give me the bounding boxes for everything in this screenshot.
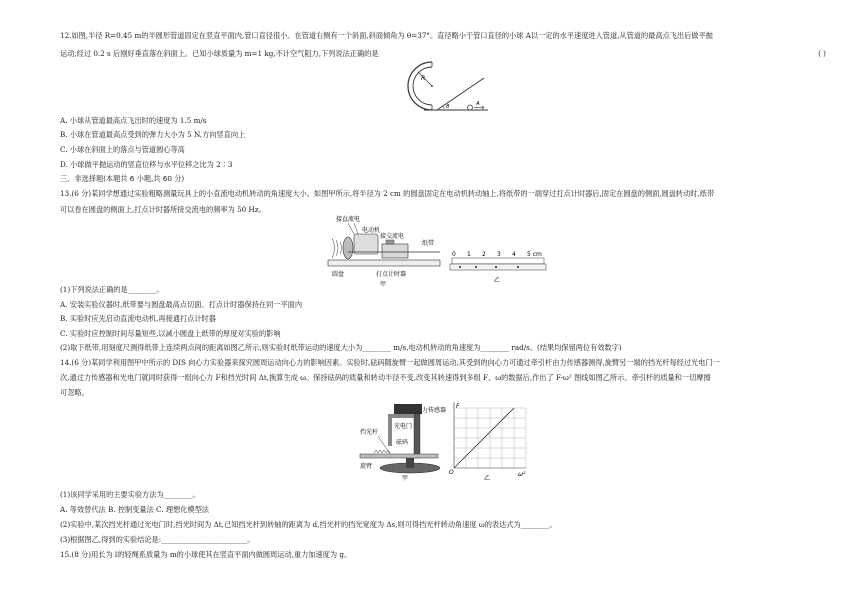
q12-stem-line2: 运动,经过 0.2 s 后刚好垂直落在斜面上。已知小球质量为 m=1 kg,不计空气阻力,下列说法正确的是: [60, 49, 379, 58]
q14-sub2: (2)实验中,某次挡光杆通过光电门时,挡光时间为 Δt,已知挡光杆到转轴的距离为 d,挡光杆的挡光宽度为 Δs,则可得挡光杆转动角速度 ω的表达式为________。: [60, 520, 557, 529]
tape-dot: [495, 266, 497, 268]
caption-jia: 甲: [380, 281, 387, 288]
q12-answer-paren: ( ): [818, 49, 826, 58]
motor-body: [354, 234, 378, 254]
tape-dot: [459, 266, 461, 268]
vertical-post: [414, 414, 420, 458]
q13-figure-jia: [318, 212, 450, 288]
label-weight: 砝码: [396, 439, 409, 446]
label-timer: 打点计时器: [376, 271, 407, 278]
sensor-block: [394, 404, 422, 414]
radius-label: R: [421, 75, 426, 82]
q12-figure: [402, 58, 500, 120]
tick-4: 4: [512, 251, 516, 258]
q13-stem-line2: 可以卷在圆盘的侧面上,打点计时器所接交流电的频率为 50 Hz。: [60, 205, 266, 214]
q14-figure-jia: [354, 398, 454, 482]
disk: [343, 237, 353, 259]
label-tape: 纸带: [422, 240, 435, 247]
axis-f-label: F: [456, 403, 460, 410]
ball-a-label: A: [476, 101, 480, 107]
q14-stem-line1: 14.(6 分)某同学利用图甲中所示的 DIS 向心力实验器来探究圆周运动向心力的影响因素。实验时,砝码随旋臂一起做圆周运动,其受到的向心力可通过牵引杆由力传感器测得,旋臂另一端的挡光杆每经过光电门一: [60, 358, 720, 367]
tick-5cm: 5 cm: [527, 251, 542, 258]
q14-stem-line2: 次,通过力传感器和光电门就同时获得一组向心力 F和挡光时间 Δt,换算生成 ω。保持砝码的质量和转动半径不变,改变其转速得到多组 F、ω的数据后,作出了 F-ω² 图线如图乙所示。牵引杆的质量和一切摩擦: [60, 373, 711, 382]
q13-option-b: B. 实验时应先启动直流电动机,再接通打点计时器: [60, 314, 216, 323]
rotating-arm: [360, 454, 438, 458]
tape-strip: [450, 264, 546, 270]
q13-option-a: A. 安装实验仪器时,纸带要与圆盘最高点切面、打点计时器保持在同一平面内: [60, 300, 303, 309]
tape-dot: [517, 266, 519, 268]
q12-option-d: D. 小球做平抛运动的竖直位移与水平位移之比为 2∶3: [60, 160, 233, 169]
q13-stem-line1: 13.(6 分)某同学想通过实验粗略测量玩具上的小直流电动机转动的角速度大小。如图甲所示,将半径为 2 cm 的圆盘固定在电动机转动轴上,将纸带的一端穿过打点计时器后,固定在圆盘的侧面,圆盘转动时,纸带: [60, 189, 715, 198]
label-arm: 旋臂: [360, 463, 373, 470]
caption-yi: 乙: [494, 277, 501, 284]
q12-stem-line1: 12.如图,半径 R=0.45 m的半圆形管道固定在竖直平面内,管口直径很小。在管道右侧有一个斜面,斜面倾角为 θ=37°。直径略小于管口直径的小球 A以一定的水平速度进入管道,从管道的最高点飞出后做平抛: [60, 31, 713, 40]
section-heading: 三、非选择题(本题共 6 小题,共 60 分): [60, 174, 185, 183]
caption-yi: 乙: [484, 475, 491, 482]
ruler-edge: [452, 258, 544, 264]
label-disk: 圆盘: [332, 271, 345, 278]
q14-sub3: (3)根据图乙,得到的实验结论是:________________________。: [60, 535, 255, 544]
tick-1: 1: [467, 251, 471, 258]
q13-option-c: C. 实验时应控制时间尽量短些,以减小圆盘上纸带的厚度对实验的影响: [60, 329, 281, 338]
q12-option-c: C. 小球在斜面上的落点与管道圆心等高: [60, 145, 185, 154]
tick-2: 2: [482, 251, 486, 258]
q13-sub1: (1)下列说法正确的是________。: [60, 285, 164, 294]
label-bar: 挡光杆: [360, 429, 379, 436]
q14-sub1: (1)该同学采用的主要实验方法为________。: [60, 490, 200, 499]
label-gate: 光电门: [394, 423, 413, 430]
tape-dot: [475, 266, 477, 268]
axis-w2-label: ω²: [518, 471, 526, 478]
timer-body: [382, 244, 408, 258]
q12-option-a: A. 小球从管道最高点飞出时的速度为 1.5 m/s: [60, 116, 207, 125]
label-ac: 接交流电: [380, 233, 405, 240]
q14-stem-line3: 可忽略。: [60, 388, 89, 397]
q14-figure-yi: [448, 398, 532, 482]
label-motor: 电动机: [362, 227, 381, 234]
q13-figure-yi: [448, 240, 554, 286]
tick-0: 0: [452, 251, 456, 258]
label-sensor: 力传感器: [422, 407, 447, 414]
q13-sub2: (2)取下纸带,用刻度尺测得纸带上连续两点间的距离如图乙所示,则实验时纸带运动的速度大小为________ m/s,电动机转动的角速度为________ rad/s。(结果均保留两位有效数字): [60, 343, 622, 352]
caption-jia: 甲: [402, 475, 409, 482]
tick-3: 3: [497, 251, 501, 258]
q15-stem-line1: 15.(8 分)用长为 l的轻绳系质量为 m的小球使其在竖直平面内做圆周运动,重力加速度为 g。: [60, 550, 352, 559]
theta-label: θ: [446, 104, 450, 110]
ball-a: [468, 105, 473, 110]
label-dc: 接直流电: [336, 216, 361, 223]
graph-grid: [454, 408, 526, 468]
origin-label: O: [449, 469, 454, 476]
q12-option-b: B. 小球在管道最高点受到的弹力大小为 5 N,方向竖直向上: [60, 130, 246, 139]
q14-options: A. 等效替代法 B. 控制变量法 C. 理想化模型法: [60, 505, 209, 514]
